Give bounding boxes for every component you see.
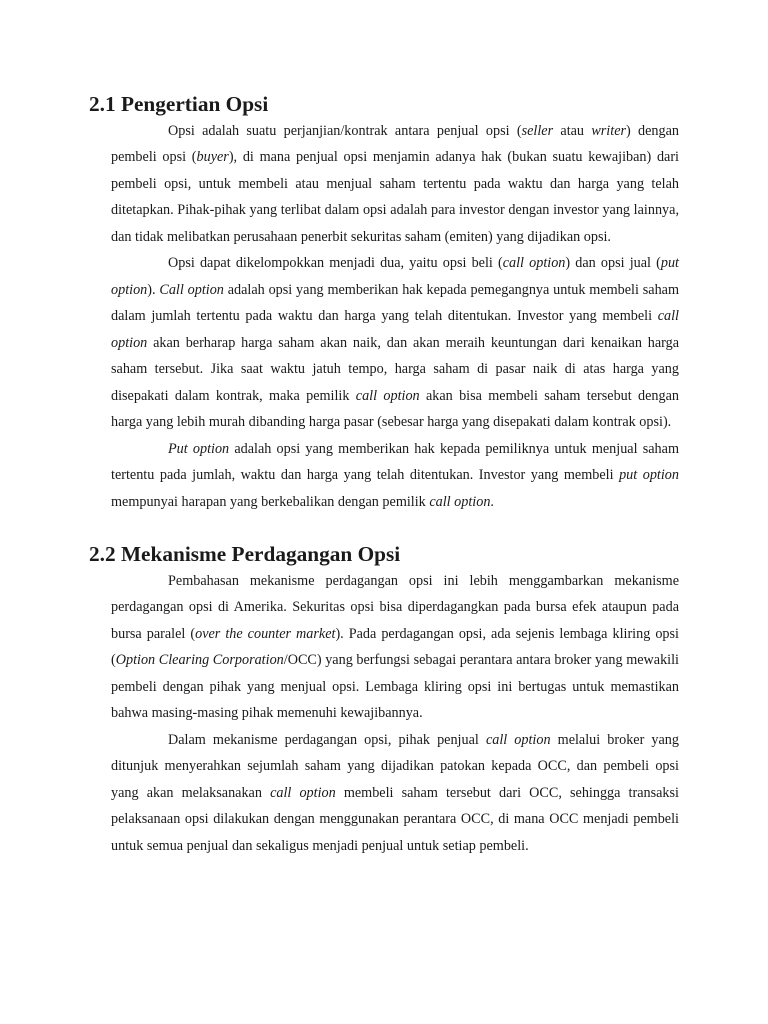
text-run: Dalam mekanisme perdagangan opsi, pihak penjual bbox=[168, 731, 486, 748]
italic-term: call option bbox=[270, 784, 336, 801]
italic-term: call option bbox=[502, 255, 566, 271]
section-1-paragraph-3 bbox=[89, 436, 679, 516]
text-run: mempunyai harapan yang berkebalikan dengan pemilik bbox=[111, 493, 430, 510]
text-run: ). bbox=[147, 281, 160, 298]
italic-term: call option bbox=[485, 731, 551, 748]
section-1-paragraph-1 bbox=[89, 118, 679, 251]
section-1-paragraph-2 bbox=[89, 250, 679, 436]
text-run: ). Pada perdagangan opsi, ada sejenis lembaga kliring opsi ( bbox=[111, 625, 679, 668]
text-run: Opsi adalah suatu perjanjian/kontrak antara penjual opsi ( bbox=[168, 122, 522, 139]
italic-term: Put option bbox=[168, 440, 230, 457]
section-gap bbox=[89, 515, 679, 541]
section-2-paragraph-2 bbox=[89, 727, 679, 860]
text-run: Opsi dapat dikelompokkan menjadi dua, yaitu opsi beli ( bbox=[168, 255, 503, 271]
text-run: akan bisa membeli saham tersebut dengan harga yang lebih murah dibanding harga pasar (sebesar harga yang disepakati dalam kontrak opsi). bbox=[111, 387, 679, 430]
italic-term: call option bbox=[355, 387, 420, 404]
italic-term: call option bbox=[429, 493, 491, 510]
italic-term: over the counter market bbox=[195, 625, 336, 642]
text-run: /OCC) yang berfungsi sebagai perantara antara broker yang mewakili pembeli dengan pihak yang menjual opsi. Lembaga kliring opsi ini bertugas untuk memastikan bahwa masing-masing pihak memenuhi kewajibannya. bbox=[111, 652, 679, 721]
italic-term: Option Clearing Corporation bbox=[115, 652, 284, 668]
section-2-paragraph-1 bbox=[89, 568, 679, 727]
text-run: atau bbox=[553, 122, 592, 139]
section-2-heading: 2.2 Mekanisme Perdagangan Opsi bbox=[89, 542, 401, 566]
text-run: ) dengan pembeli opsi ( bbox=[111, 122, 679, 165]
italic-term: writer bbox=[591, 122, 627, 139]
italic-term: Call option bbox=[159, 281, 224, 298]
text-run: Pembahasan mekanisme perdagangan opsi ini lebih menggambarkan mekanisme perdagangan opsi di Amerika. Sekuritas opsi bisa diperdagangkan pada bursa efek ataupun pada bursa paralel ( bbox=[111, 572, 679, 642]
text-run: ), di mana penjual opsi menjamin adanya hak (bukan suatu kewajiban) dari pembeli opsi, untuk membeli atau menjual saham tertentu pada waktu dan harga yang telah ditetapkan. Pihak-pihak yang terlibat dalam opsi adalah para investor dengan investor yang lainnya, dan tidak melibatkan perusahaan penerbit sekuritas saham (emiten) yang dijadikan opsi. bbox=[111, 149, 679, 245]
section-1-heading: 2.1 Pengertian Opsi bbox=[89, 92, 269, 116]
text-run: adalah opsi yang memberikan hak kepada pemiliknya untuk menjual saham tertentu pada jumlah, waktu dan harga yang telah ditentukan. Investor yang membeli bbox=[111, 440, 679, 483]
text-run: membeli saham tersebut dari OCC, sehingga transaksi pelaksanaan opsi dilakukan dengan menggunakan perantara OCC, di mana OCC menjadi pembeli untuk semua penjual dan sekaligus menjadi penjual untuk setiap pembeli. bbox=[111, 784, 679, 854]
italic-term: buyer bbox=[196, 149, 229, 165]
text-run: . bbox=[490, 493, 494, 510]
italic-term: call option bbox=[111, 308, 679, 351]
italic-term: put option bbox=[619, 467, 679, 483]
italic-term: seller bbox=[521, 122, 554, 139]
italic-term: put option bbox=[111, 255, 679, 298]
text-run: akan berharap harga saham akan naik, dan akan meraih keuntungan dari kenaikan harga saham tersebut. Jika saat waktu jatuh tempo, harga saham di pasar naik di atas harga yang disepakati dalam kontrak, maka pemilik bbox=[111, 334, 679, 404]
text-run: adalah opsi yang memberikan hak kepada pemegangnya untuk membeli saham dalam jumlah tertentu pada waktu dan harga yang telah ditentukan. Investor yang membeli bbox=[111, 281, 679, 324]
text-run: ) dan opsi jual ( bbox=[565, 255, 661, 271]
text-run: melalui broker yang ditunjuk menyerahkan sejumlah saham yang dijadikan patokan kepada OCC, dan pembeli opsi yang akan melaksanakan bbox=[111, 731, 679, 801]
